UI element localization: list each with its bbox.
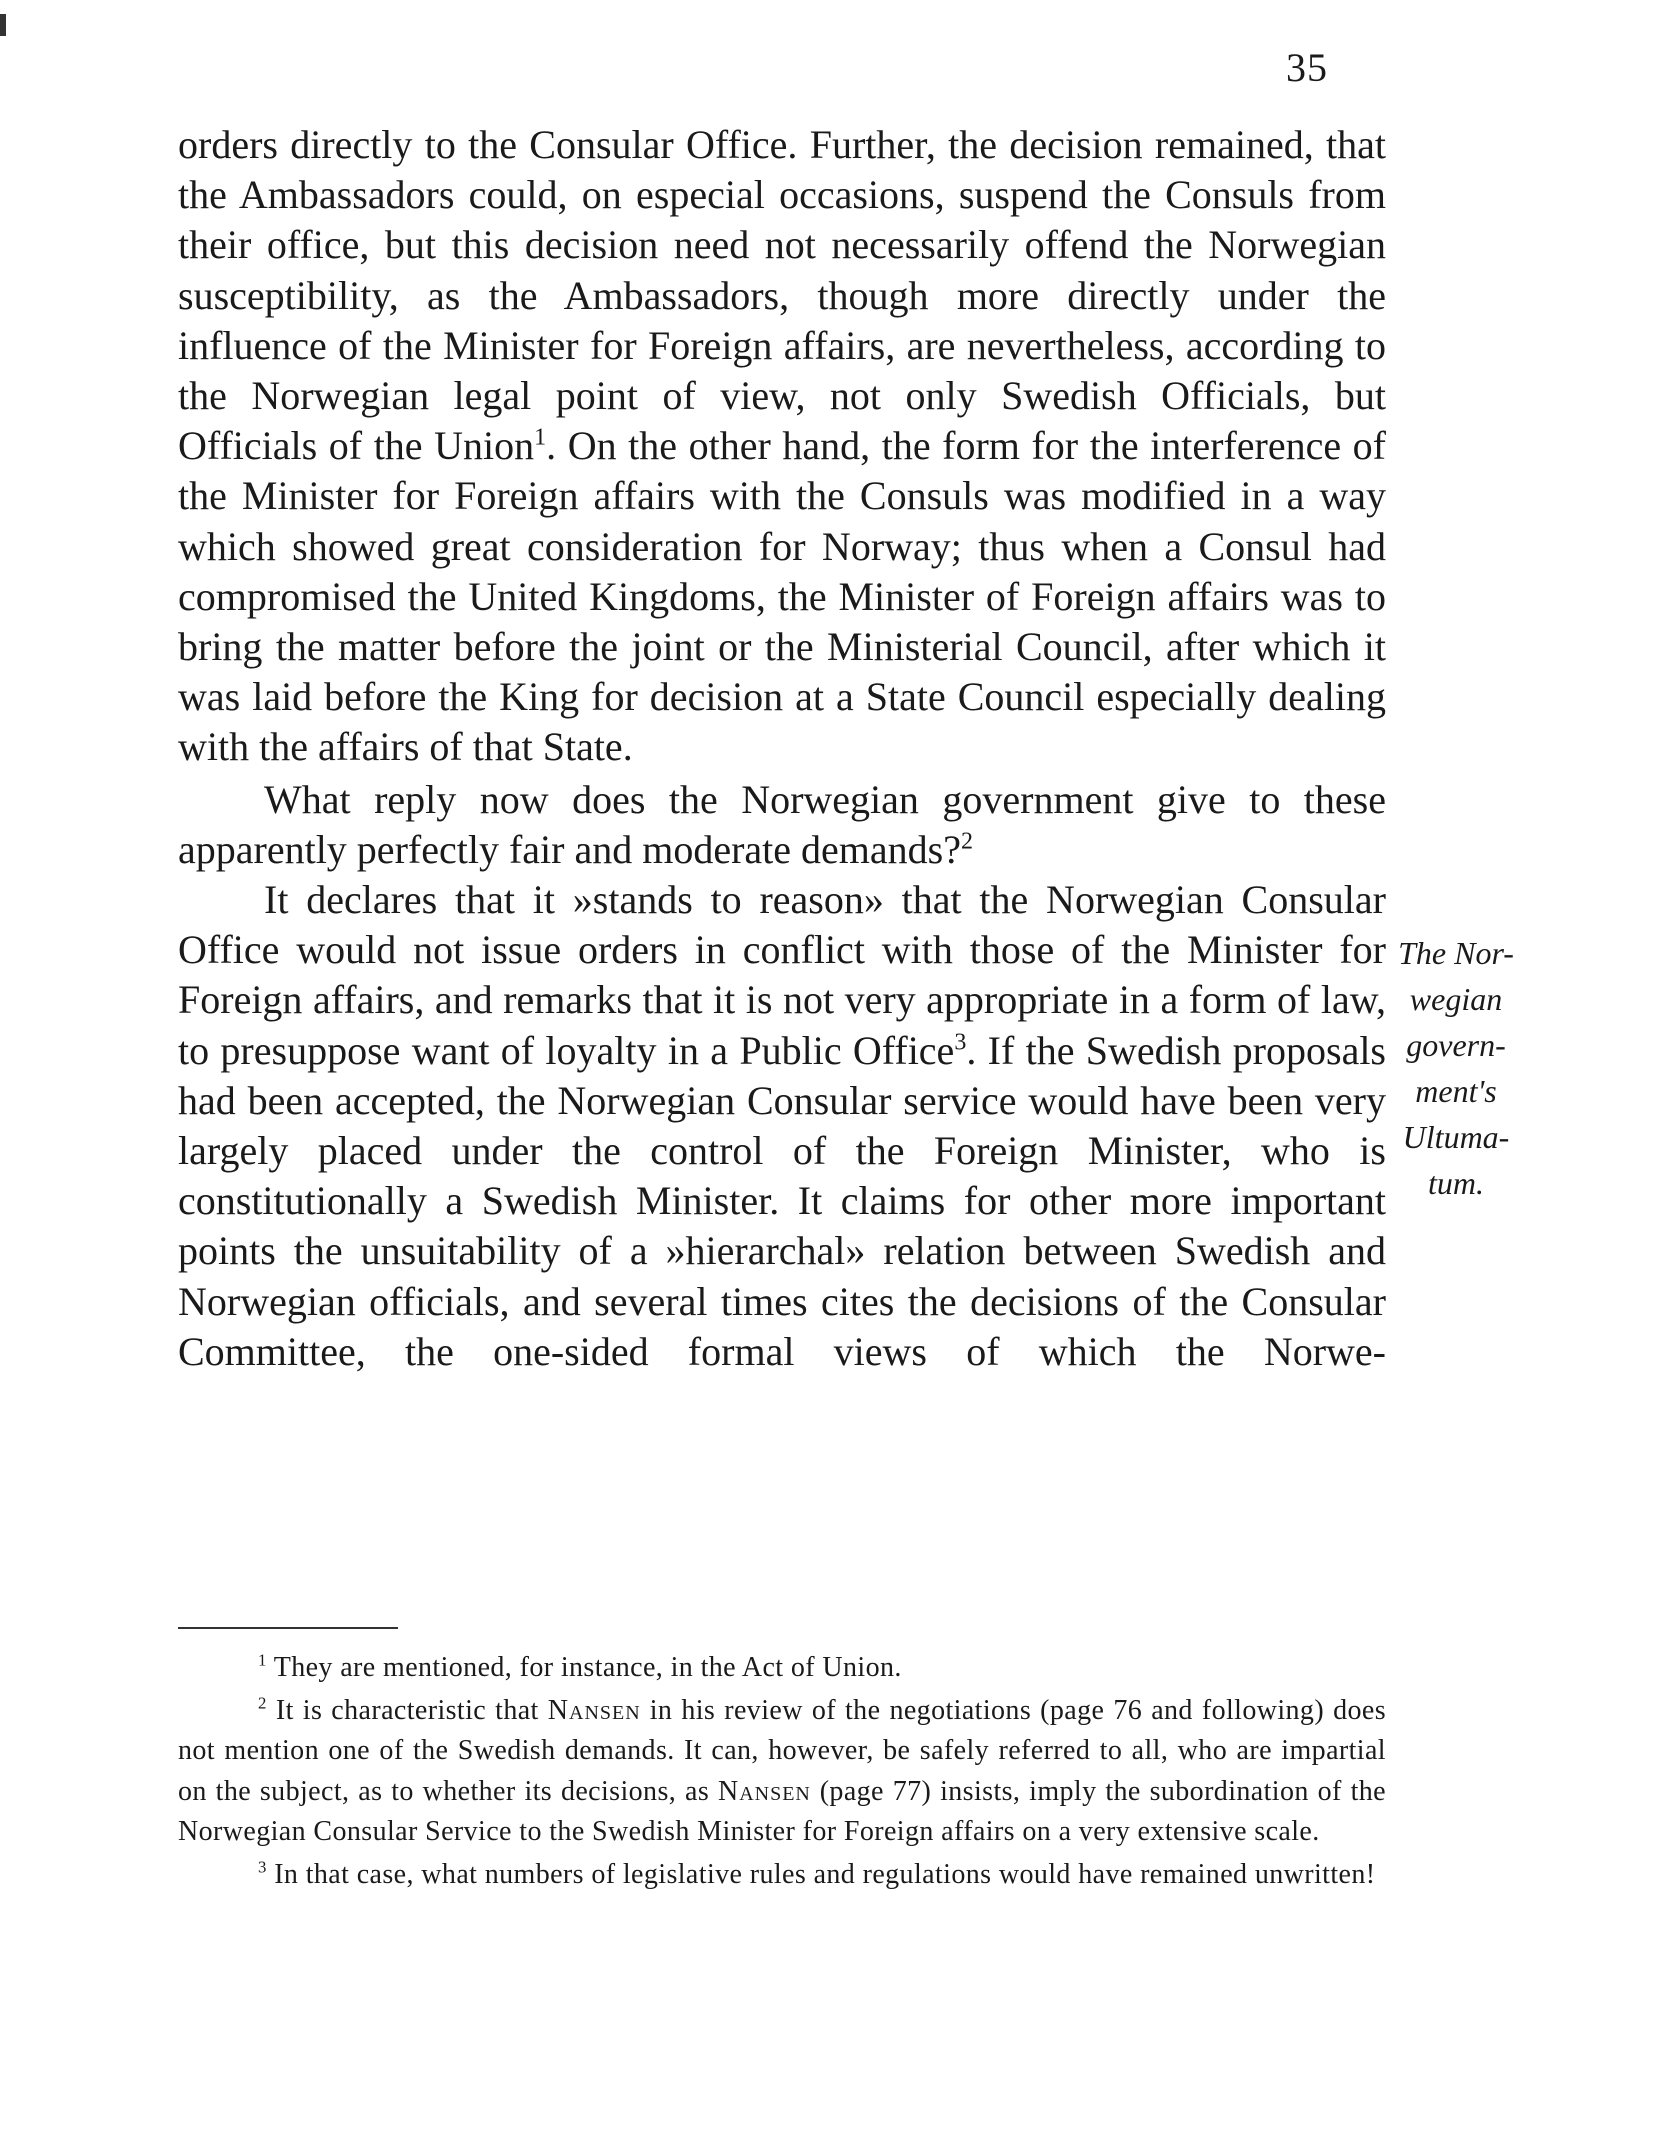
footnote-1 bbox=[178, 1648, 1386, 1689]
footnote-1-text: They are mentioned, for instance, in the Act of Union. bbox=[273, 1652, 902, 1683]
paragraph-2 bbox=[178, 775, 1386, 875]
page-number: 35 bbox=[1286, 45, 1328, 90]
footnote-ref-1[interactable]: 1 bbox=[534, 424, 547, 451]
footnote-3-mark: 3 bbox=[258, 1857, 267, 1877]
footnote-ref-3[interactable]: 3 bbox=[954, 1029, 967, 1056]
marginal-note-line: wegian bbox=[1409, 981, 1503, 1017]
footnote-2 bbox=[178, 1691, 1386, 1853]
footnote-3 bbox=[178, 1855, 1386, 1896]
marginal-note-line: The Nor- bbox=[1398, 935, 1514, 971]
footnote-2-text: in his review of the negotiations (page 76 and following) does not mention one of the Swedish demands. It can, however, be safely referred to all, who are impartial on the subject, as to whether its decisions, as bbox=[178, 1694, 1387, 1807]
marginal-note bbox=[1394, 930, 1518, 1206]
footnote-3-text: In that case, what numbers of legislative rules and regulations would have remained unwritten! bbox=[274, 1858, 1376, 1890]
author-name: Nansen bbox=[547, 1694, 641, 1726]
footnote-1-mark: 1 bbox=[258, 1650, 267, 1670]
scan-edge-mark bbox=[0, 14, 6, 36]
author-name: Nansen bbox=[717, 1775, 811, 1807]
main-text bbox=[178, 120, 1386, 1377]
paragraph-1-continued: . On the other hand, the form for the interference of the Minister for Foreign affairs with the Consuls was modified in a way which showed great consideration for Norway; thus when a Consul had compromised the United Kingdoms, the Minister of Foreign affairs was to bring the matter before the joint or the Ministerial Council, after which it was laid before the King for decision at a State Council especially dealing with the affairs of that State. bbox=[178, 423, 1386, 770]
marginal-note-line: govern- bbox=[1406, 1027, 1506, 1063]
footnote-divider bbox=[178, 1627, 398, 1629]
paragraph-3 bbox=[178, 875, 1386, 1377]
paragraph-2-text: What reply now does the Norwegian government give to these apparently perfectly fair and moderate demands? bbox=[178, 776, 1386, 872]
paragraph-3-continued: . If the Swedish proposals had been accepted, the Norwegian Consular service would have been very largely placed under the control of the Foreign Minister, who is constitutionally a Swedish Minister. It claims for other more important points the unsuitability of a »hierarchal» relation between Swedish and Norwegian officials, and several times cites the decisions of the Consular Committee, the one-sided formal views of which the Norwe- bbox=[178, 1027, 1386, 1374]
footnote-2-text: (page 77) insists, imply the subordination of the Norwegian Consular Service to the Swedish Minister for Foreign affairs on a very extensive scale. bbox=[178, 1775, 1386, 1847]
footnote-2-text: It is characteristic that bbox=[275, 1694, 539, 1726]
paragraph-3-text: It declares that it »stands to reason» that the Norwegian Consular Office would not issue orders in conflict with those of the Minister for Foreign affairs, and remarks that it is not very appropriate in a form of law, to presuppose want of loyalty in a Public Office bbox=[178, 877, 1386, 1073]
footnotes bbox=[178, 1648, 1386, 1897]
marginal-note-line: tum. bbox=[1428, 1165, 1484, 1201]
footnote-2-mark: 2 bbox=[258, 1693, 267, 1713]
marginal-note-line: Ultuma- bbox=[1402, 1119, 1510, 1155]
marginal-note-line: ment's bbox=[1415, 1073, 1497, 1109]
paragraph-1 bbox=[178, 120, 1386, 773]
footnote-ref-2[interactable]: 2 bbox=[960, 828, 973, 855]
paragraph-1-text: orders directly to the Consular Office. Further, the decision remained, that the Ambassadors could, on especial occasions, suspend the Consuls from their office, but this decision need not necessarily offend the Norwegian susceptibility, as the Ambassadors, though more directly under the influence of the Minister for Foreign affairs, are nevertheless, according to the Norwegian legal point of view, not only Swedish Officials, but Officials of the Union bbox=[178, 122, 1386, 469]
